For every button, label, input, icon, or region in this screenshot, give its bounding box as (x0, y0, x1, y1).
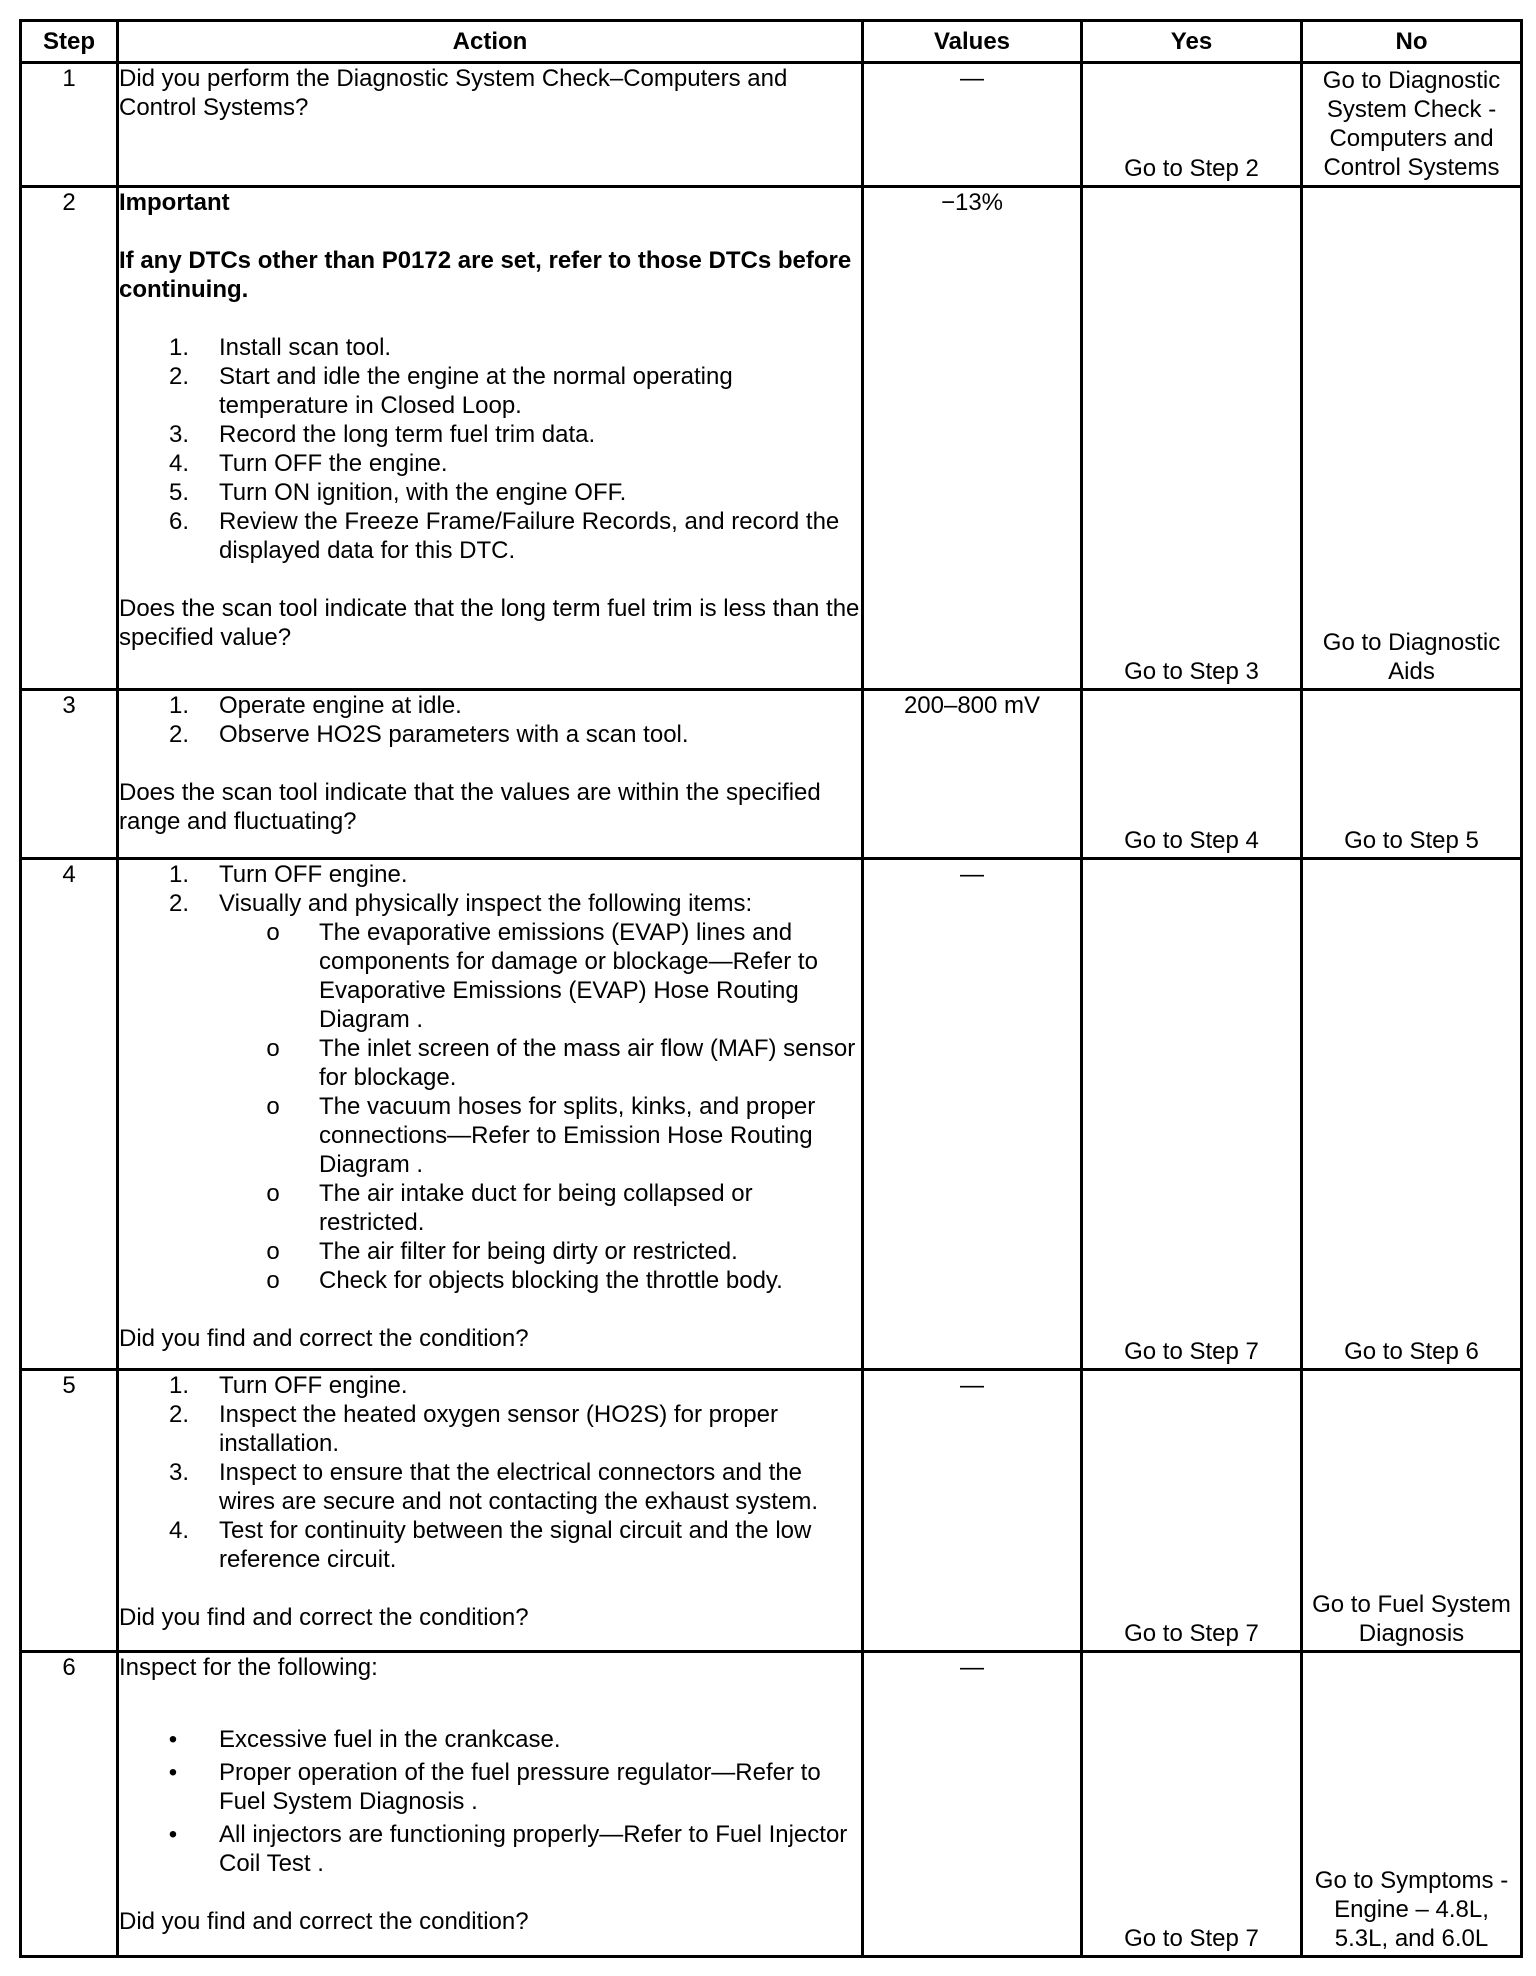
table-row (21, 1370, 1522, 1652)
values-cell: — (863, 63, 1082, 187)
list-item: 6. Review the Freeze Frame/Failure Records, and record the displayed data for this DTC. (168, 508, 840, 564)
step-list (119, 691, 861, 749)
header-yes: Yes (1082, 21, 1302, 63)
list-item: • All injectors are functioning properly—Refer to Fuel Injector Coil Test . (119, 1820, 861, 1878)
bullet-list (119, 1725, 861, 1878)
circle-bullet-icon: o (266, 919, 280, 946)
important-label: Important (119, 189, 230, 216)
list-item: 3. Record the long term fuel trim data. (168, 421, 596, 448)
important-note: If any DTCs other than P0172 are set, refer to those DTCs before continuing. (119, 247, 852, 303)
table-row (21, 63, 1522, 187)
sub-list-item: o The inlet screen of the mass air flow (MAF) sensor for blockage. (119, 1034, 861, 1092)
action-question: Does the scan tool indicate that the values are within the specified range and fluctuating? (119, 779, 821, 835)
values-cell: — (863, 859, 1082, 1370)
list-item: 3. Inspect to ensure that the electrical connectors and the wires are secure and not contacting the exhaust system. (168, 1459, 818, 1515)
step-list (119, 860, 861, 1295)
list-item: 1. Install scan tool. (168, 334, 392, 361)
yes-link[interactable]: Go to Step 7 (1124, 1620, 1259, 1647)
list-item: 2. Observe HO2S parameters with a scan tool. (168, 721, 689, 748)
list-item: 1. Operate engine at idle. (168, 692, 462, 719)
yes-cell (1082, 859, 1302, 1370)
list-item: 2. Visually and physically inspect the following items: o The evaporative emissions (EVAP) lines and components for damage or blockage—Refer to Evaporative Emissions (EVAP) Hose Routing Diagram . o The inlet screen of the mass air flow (MAF) sensor for blockage. o The vacuum hoses for splits, kinks, and proper connections—Refer to Emission Hose Routing Diagram . o The air intake duct for being collapsed or restricted. o The air filter for being dirty or restricted. o Check for objects blocking the throttle body. (119, 889, 861, 1295)
action-question: Does the scan tool indicate that the long term fuel trim is less than the specified value? (119, 595, 860, 651)
action-question: Did you perform the Diagnostic System Check–Computers and Control Systems? (119, 65, 788, 121)
diagnostic-table (19, 19, 1523, 1958)
sub-list-item: o The evaporative emissions (EVAP) lines and components for damage or blockage—Refer to Evaporative Emissions (EVAP) Hose Routing Diagram . (119, 918, 861, 1034)
bullet-icon: • (168, 1759, 178, 1786)
bullet-icon: • (168, 1821, 178, 1848)
action-cell (118, 859, 863, 1370)
table-row (21, 1652, 1522, 1957)
circle-bullet-icon: o (266, 1267, 280, 1294)
sub-list-item: o The air intake duct for being collapsed or restricted. (119, 1179, 861, 1237)
list-item: • Proper operation of the fuel pressure regulator—Refer to Fuel System Diagnosis . (119, 1758, 861, 1816)
circle-bullet-icon: o (266, 1180, 280, 1207)
action-cell (118, 187, 863, 690)
list-item: 2. Start and idle the engine at the normal operating temperature in Closed Loop. (168, 363, 733, 419)
action-question: Did you find and correct the condition? (119, 1908, 529, 1935)
bullet-icon: • (168, 1726, 178, 1753)
yes-cell (1082, 187, 1302, 690)
no-cell (1302, 187, 1522, 690)
yes-link[interactable]: Go to Step 4 (1124, 827, 1259, 854)
no-cell (1302, 690, 1522, 859)
no-link[interactable]: Go to Step 6 (1344, 1338, 1479, 1365)
action-cell (118, 63, 863, 187)
action-question: Did you find and correct the condition? (119, 1604, 529, 1631)
yes-link[interactable]: Go to Step 7 (1124, 1338, 1259, 1365)
yes-link[interactable]: Go to Step 7 (1124, 1925, 1259, 1952)
yes-cell (1082, 63, 1302, 187)
no-link[interactable]: Go to Diagnostic Aids (1322, 629, 1501, 685)
yes-cell (1082, 690, 1302, 859)
sub-list-item: o The air filter for being dirty or restricted. (119, 1237, 861, 1266)
step-list (119, 1371, 861, 1574)
list-item: 5. Turn ON ignition, with the engine OFF. (168, 479, 627, 506)
table-row (21, 859, 1522, 1370)
circle-bullet-icon: o (266, 1238, 280, 1265)
list-item: 1. Turn OFF engine. (168, 1372, 408, 1399)
step-number: 3 (21, 690, 118, 859)
yes-link[interactable]: Go to Step 3 (1124, 658, 1259, 685)
header-no: No (1302, 21, 1522, 63)
list-item: • Excessive fuel in the crankcase. (119, 1725, 861, 1754)
action-cell (118, 1652, 863, 1957)
action-question: Did you find and correct the condition? (119, 1325, 529, 1352)
values-cell: — (863, 1652, 1082, 1957)
values-cell: 200–800 mV (863, 690, 1082, 859)
sub-item-list (119, 918, 861, 1295)
yes-link[interactable]: Go to Step 2 (1124, 155, 1259, 182)
list-item: 2. Inspect the heated oxygen sensor (HO2S) for proper installation. (168, 1401, 778, 1457)
no-cell (1302, 1652, 1522, 1957)
circle-bullet-icon: o (266, 1093, 280, 1120)
header-step: Step (21, 21, 118, 63)
table-row (21, 690, 1522, 859)
no-cell (1302, 63, 1522, 187)
action-cell (118, 1370, 863, 1652)
action-intro: Inspect for the following: (119, 1654, 378, 1681)
circle-bullet-icon: o (266, 1035, 280, 1062)
no-link[interactable]: Go to Diagnostic System Check - Computers and Control Systems (1322, 67, 1501, 181)
step-number: 2 (21, 187, 118, 690)
list-item: 4. Turn OFF the engine. (168, 450, 448, 477)
step-list (119, 333, 861, 565)
sub-list-item: o Check for objects blocking the throttle body. (119, 1266, 861, 1295)
step-number: 1 (21, 63, 118, 187)
list-item: 1. Turn OFF engine. (168, 861, 408, 888)
action-cell (118, 690, 863, 859)
header-action: Action (118, 21, 863, 63)
header-row (21, 21, 1522, 63)
table-row (21, 187, 1522, 690)
step-number: 4 (21, 859, 118, 1370)
sub-list-item: o The vacuum hoses for splits, kinks, and proper connections—Refer to Emission Hose Routing Diagram . (119, 1092, 861, 1179)
step-number: 6 (21, 1652, 118, 1957)
no-link[interactable]: Go to Fuel System Diagnosis (1312, 1591, 1511, 1647)
header-values: Values (863, 21, 1082, 63)
values-cell: −13% (863, 187, 1082, 690)
list-item: 4. Test for continuity between the signal circuit and the low reference circuit. (168, 1517, 812, 1573)
yes-cell (1082, 1370, 1302, 1652)
yes-cell (1082, 1652, 1302, 1957)
step-number: 5 (21, 1370, 118, 1652)
values-cell: — (863, 1370, 1082, 1652)
no-cell (1302, 1370, 1522, 1652)
no-cell (1302, 859, 1522, 1370)
no-link[interactable]: Go to Step 5 (1344, 827, 1479, 854)
no-link[interactable]: Go to Symptoms - Engine – 4.8L, 5.3L, and 6.0L (1314, 1867, 1509, 1952)
